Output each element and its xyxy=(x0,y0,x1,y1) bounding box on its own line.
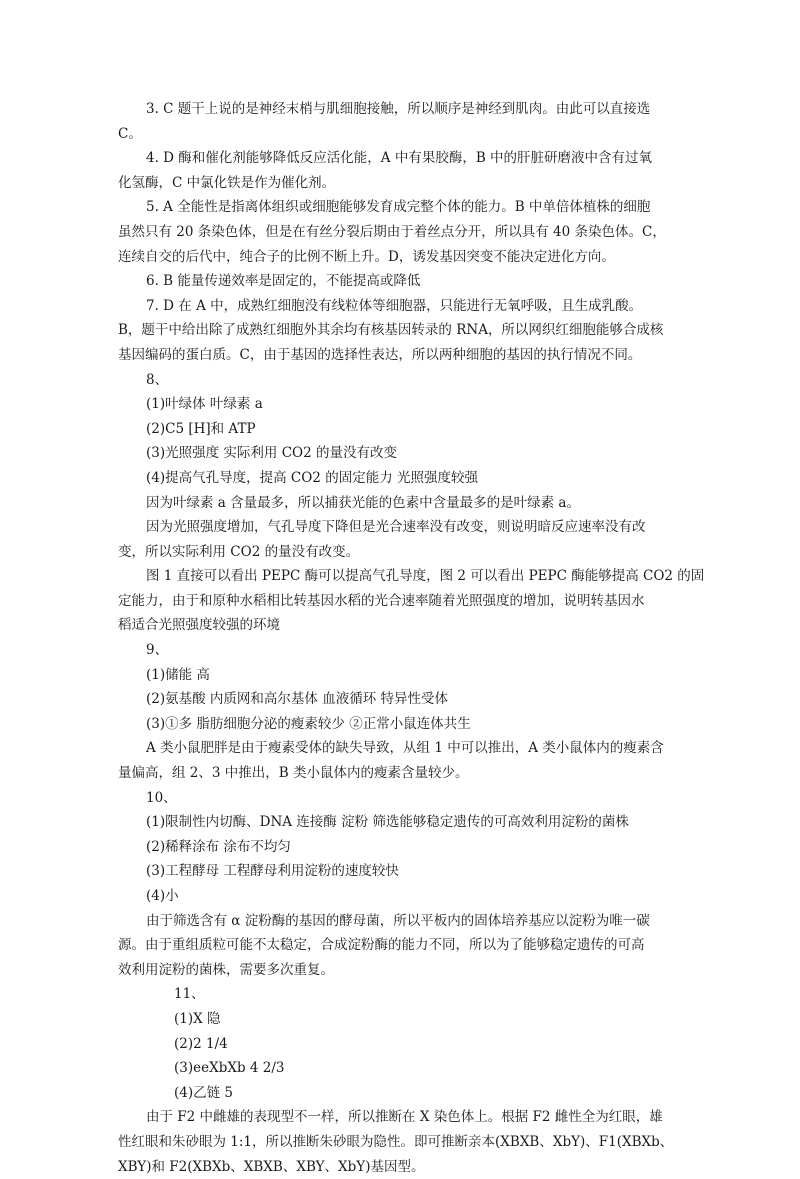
text-line: 3. C 题干上说的是神经末梢与肌细胞接触，所以顺序是神经到肌肉。由此可以直接选 xyxy=(146,101,651,117)
text-line: A 类小鼠肥胖是由于瘦素受体的缺失导致，从组 1 中可以推出，A 类小鼠体内的瘦素含 xyxy=(146,740,664,757)
text-line: 由于筛选含有 α 淀粉酶的基因的酵母菌，所以平板内的固体培养基应以淀粉为唯一碳 xyxy=(146,912,650,929)
text-line: B，题干中给出除了成熟红细胞外其余均有核基因转录的 RNA，所以网织红细胞能够合成核 xyxy=(118,322,664,339)
text-line: 4. D 酶和催化剂能够降低反应活化能，A 中有果胶酶，B 中的肝脏研磨液中含有过氧 xyxy=(146,150,653,167)
text-line: (3)eeXbXb 4 2/3 xyxy=(174,1060,285,1077)
text-line: 定能力，由于和原种水稻相比转基因水稻的光合速率随着光照强度的增加，说明转基因水 xyxy=(118,592,645,609)
text-line: 源。由于重组质粒可能不太稳定，合成淀粉酶的能力不同，所以为了能够稳定遗传的可高 xyxy=(118,937,645,954)
text-line: 变，所以实际利用 CO2 的量没有改变。 xyxy=(118,543,360,560)
text-line: 化氢酶，C 中氯化铁是作为催化剂。 xyxy=(118,174,336,191)
text-line: (2)C5 [H]和 ATP xyxy=(146,420,256,437)
text-line: 5. A 全能性是指离体组织或细胞能够发育成完整个体的能力。B 中单倍体植株的细胞 xyxy=(146,199,651,216)
text-line: 因为叶绿素 a 含量最多，所以捕获光能的色素中含量最多的是叶绿素 a。 xyxy=(146,494,580,511)
text-line: 稻适合光照强度较强的环境 xyxy=(118,617,280,634)
text-line: (4)提高气孔导度，提高 CO2 的固定能力 光照强度较强 xyxy=(146,469,478,486)
text-line: (4)乙链 5 xyxy=(174,1084,234,1101)
text-line: (3)光照强度 实际利用 CO2 的量没有改变 xyxy=(146,445,397,462)
text-line: (1)X 隐 xyxy=(174,1010,221,1027)
text-line: 7. D 在 A 中，成熟红细胞没有线粒体等细胞器，只能进行无氧呼吸，且生成乳酸。 xyxy=(146,297,643,314)
text-line: XBY)和 F2(XBXb、XBXB、XBY、XbY)基因型。 xyxy=(118,1158,425,1175)
text-line: 性红眼和朱砂眼为 1:1，所以推断朱砂眼为隐性。即可推断亲本(XBXB、XbY)、F1(XBXb、 xyxy=(118,1133,674,1150)
text-line: 由于 F2 中雌雄的表现型不一样，所以推断在 X 染色体上。根据 F2 雌性全为红眼，雄 xyxy=(146,1109,663,1126)
text-line: (1)叶绿体 叶绿素 a xyxy=(146,396,263,413)
text-line: (2)2 1/4 xyxy=(174,1035,228,1052)
text-line: 因为光照强度增加，气孔导度下降但是光合速率没有改变，则说明暗反应速率没有改 xyxy=(146,519,646,536)
text-line: C。 xyxy=(118,125,142,142)
text-line: 9、 xyxy=(146,642,169,659)
text-line: 图 1 直接可以看出 PEPC 酶可以提高气孔导度，图 2 可以看出 PEPC 酶能够提高 CO2 的固 xyxy=(146,568,705,585)
document-body xyxy=(118,97,705,1179)
text-line: (3)①多 脂肪细胞分泌的瘦素较少 ②正常小鼠连体共生 xyxy=(146,715,471,732)
text-line: 6. B 能量传递效率是固定的，不能提高或降低 xyxy=(146,273,421,290)
text-line: 连续自交的后代中，纯合子的比例不断上升。D，诱发基因突变不能决定进化方向。 xyxy=(118,248,615,265)
text-line: 基因编码的蛋白质。C，由于基因的选择性表达，所以两种细胞的基因的执行情况不同。 xyxy=(118,346,642,363)
text-line: 量偏高，组 2、3 中推出，B 类小鼠体内的瘦素含量较少。 xyxy=(118,765,469,782)
text-line: (1)储能 高 xyxy=(146,666,210,683)
text-line: 10、 xyxy=(146,789,177,806)
text-line: (4)小 xyxy=(146,888,179,904)
text-line: (3)工程酵母 工程酵母利用淀粉的速度较快 xyxy=(146,863,399,880)
text-line: 11、 xyxy=(174,986,205,1003)
text-line: 虽然只有 20 条染色体，但是在有丝分裂后期由于着丝点分开，所以具有 40 条染色体。C， xyxy=(118,223,666,240)
text-line: (1)限制性内切酶、DNA 连接酶 淀粉 筛选能够稳定遗传的可高效利用淀粉的菌株 xyxy=(146,814,629,831)
text-line: (2)稀释涂布 涂布不均匀 xyxy=(146,838,291,855)
text-line: 效利用淀粉的菌株，需要多次重复。 xyxy=(118,961,334,978)
text-line: 8、 xyxy=(146,371,169,388)
text-line: (2)氨基酸 内质网和高尔基体 血液循环 特异性受体 xyxy=(146,691,448,708)
